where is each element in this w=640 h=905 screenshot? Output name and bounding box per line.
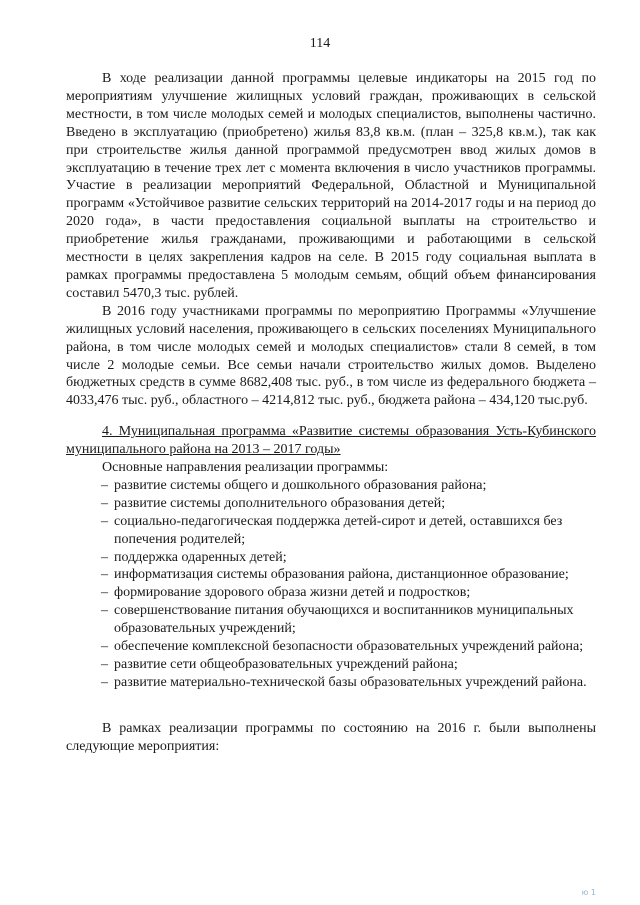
dash-bullet: –	[101, 549, 108, 565]
section-heading-education-program: 4. Муниципальная программа «Развитие системы образования Усть-Кубинского муниципального района на 2013 – 2017 годы»	[66, 424, 596, 458]
dash-bullet: –	[101, 585, 108, 601]
list-item	[66, 584, 596, 602]
list-item	[66, 674, 596, 692]
dash-bullet: –	[101, 657, 108, 672]
dash-bullet: –	[101, 477, 108, 493]
list-intro: Основные направления реализации программы:	[102, 460, 389, 476]
page-number: 114	[309, 36, 331, 51]
list-item-text: развитие системы общего и дошкольного образования района;	[114, 477, 487, 493]
paragraph-housing-2015: В ходе реализации данной программы целевые индикаторы на 2015 год по мероприятиям улучшение жилищных условий граждан, проживающих в сельской местности, в том числе молодых семей и молодых специалистов, выполнены частично. Введено в эксплуатацию (приобретено) жилья 83,8 кв.м. (план – 325,8 кв.м.), так как при строительстве жилья данной программой предусмотрен ввод жилых домов в эксплуатацию в течение трех лет с момента включения в число участников программы. Участие в реализации мероприятий Федеральной, Областной и Муниципальной программ «Устойчивое развитие сельских территорий на 2014-2017 годы и на период до 2020 года», в части предоставления социальной выплаты на строительство и приобретение жилья гражданами, проживающими и работающими в сельской местности в целях закрепления кадров на селе. В 2015 году социальная выплата в рамках программы предоставлена 5 молодым семьям, общий объем финансирования составил 5470,3 тыс. рублей.	[66, 71, 596, 301]
dash-bullet: –	[101, 495, 108, 511]
program-directions-list	[66, 477, 596, 692]
list-item	[66, 638, 596, 656]
list-item-text: совершенствование питания обучающихся и воспитанников муниципальных образовательных учреждений;	[114, 603, 574, 637]
document-body	[66, 70, 596, 756]
list-item-text: развитие материально-технической базы образовательных учреждений района.	[114, 674, 587, 690]
list-item	[66, 477, 596, 495]
list-item-text: развитие сети общеобразовательных учреждений района;	[114, 657, 458, 672]
list-item-text: обеспечение комплексной безопасности образовательных учреждений района;	[114, 639, 584, 655]
list-item	[66, 656, 596, 674]
list-item-text: формирование здорового образа жизни детей и подростков;	[114, 585, 471, 601]
dash-bullet: –	[101, 639, 108, 655]
dash-bullet: –	[101, 513, 108, 529]
dash-bullet: –	[101, 603, 108, 619]
list-item-text: социально-педагогическая поддержка детей-сирот и детей, оставшихся без попечения родителей;	[114, 513, 563, 547]
list-item	[66, 513, 596, 549]
corner-mark: ю 1	[581, 888, 596, 897]
dash-bullet: –	[101, 567, 108, 583]
list-item	[66, 549, 596, 567]
dash-bullet: –	[101, 674, 108, 690]
list-item	[66, 495, 596, 513]
list-item-text: развитие системы дополнительного образования детей;	[114, 495, 446, 511]
paragraph-measures-2016: В рамках реализации программы по состоянию на 2016 г. были выполнены следующие мероприятия:	[66, 720, 596, 754]
list-item	[66, 566, 596, 584]
list-item	[66, 602, 596, 638]
list-item-text: поддержка одаренных детей;	[114, 549, 287, 565]
list-item-text: информатизация системы образования района, дистанционное образование;	[114, 567, 569, 583]
paragraph-housing-2016: В 2016 году участниками программы по мероприятию Программы «Улучшение жилищных условий населения, проживающего в сельских поселениях Муниципального района, в том числе молодых семей и молодых специалистов» стали 8 семей, в том числе 2 молодые семьи. Все семьи начали строительство жилых домов. Выделено бюджетных средств в сумме 8682,408 тыс. руб., в том числе из федерального бюджета –4033,476 тыс. руб., областного – 4214,812 тыс. руб., бюджета района – 434,120 тыс.руб.	[66, 303, 596, 409]
